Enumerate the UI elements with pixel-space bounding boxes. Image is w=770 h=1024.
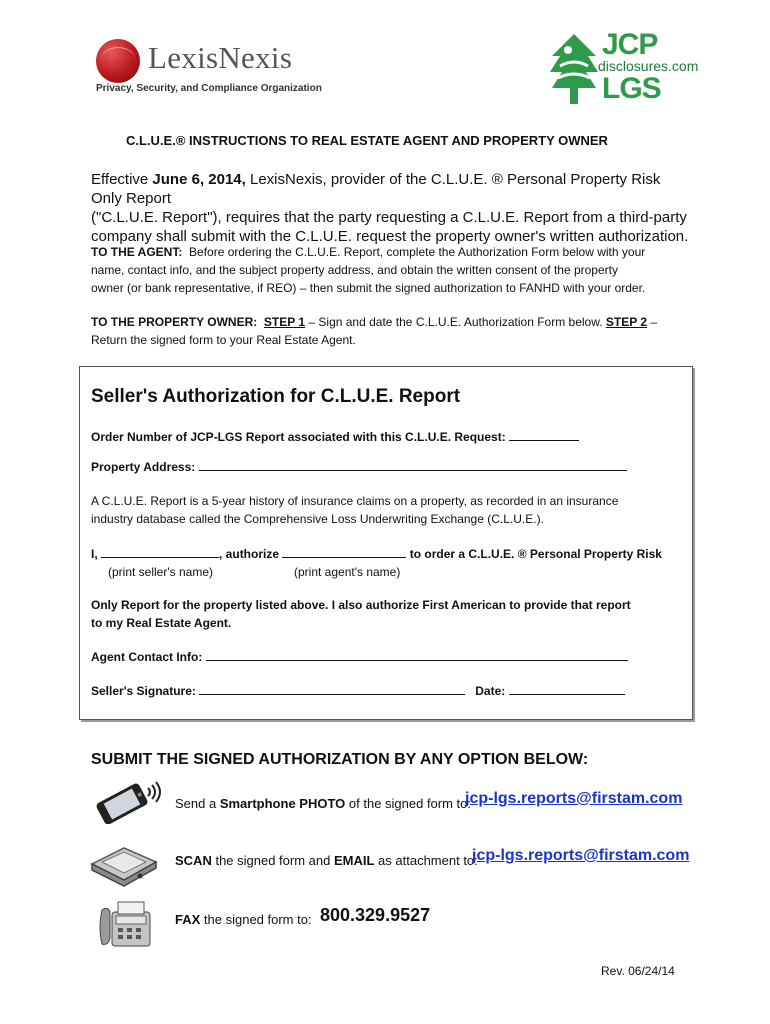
i-label: I, [91, 547, 98, 561]
effective-paragraph [91, 170, 691, 246]
agent-contact-row [91, 648, 628, 666]
scan-post: as attachment to: [374, 853, 478, 868]
owner-mid: – Sign and date the C.L.U.E. Authorization Form below. [305, 315, 606, 329]
signature-label: Seller's Signature: [91, 684, 196, 698]
order-number-row [91, 428, 579, 446]
jcp-lgs-logo [548, 28, 699, 110]
submit-heading: SUBMIT THE SIGNED AUTHORIZATION BY ANY OPTION BELOW: [91, 751, 589, 768]
property-address-row [91, 458, 627, 476]
authorize-label: , authorize [219, 547, 280, 561]
lexisnexis-wordmark: LexisNexis [148, 40, 293, 75]
signature-field[interactable] [199, 682, 465, 695]
agent-name-hint: (print agent's name) [294, 565, 401, 579]
date-field[interactable] [509, 682, 625, 695]
instructions-title: C.L.U.E.® INSTRUCTIONS TO REAL ESTATE AGENT AND PROPERTY OWNER [126, 133, 608, 148]
email-bold: EMAIL [333, 853, 375, 868]
agent-contact-label: Agent Contact Info: [91, 650, 203, 664]
agent-name-field[interactable] [282, 545, 406, 558]
property-address-field[interactable] [199, 458, 627, 471]
description-line1: A C.L.U.E. Report is a 5-year history of insurance claims on a property, as recorded in an insurance [91, 494, 619, 508]
owner-instructions [91, 313, 691, 349]
lexisnexis-tagline: Privacy, Security, and Compliance Organization [96, 83, 322, 94]
step1-label: STEP 1 [263, 315, 306, 329]
effective-date: June 6, 2014, [152, 171, 246, 188]
agent-line3: owner (or bank representative, if REO) – then submit the signed authorization to FANHD with your order. [91, 281, 646, 295]
agent-contact-field[interactable] [206, 648, 628, 661]
scan-bold: SCAN [175, 853, 212, 868]
scanner-icon [88, 838, 160, 888]
step2-label: STEP 2 [605, 315, 648, 329]
order-number-field[interactable] [509, 428, 579, 441]
signature-row [91, 682, 625, 700]
clue-description [91, 492, 691, 528]
disclosures-text: disclosures.com [598, 58, 699, 74]
lexisnexis-globe-icon [96, 39, 140, 83]
effective-line2: ("C.L.U.E. Report"), requires that the party requesting a C.L.U.E. Report from a third-party [91, 209, 687, 226]
owner-end: – [647, 315, 658, 329]
fax-instruction [175, 910, 312, 929]
property-address-label: Property Address: [91, 460, 196, 474]
only-report-text [91, 596, 691, 632]
smartphone-icon [92, 780, 164, 824]
effective-line3: company shall submit with the C.L.U.E. request the property owner's written authorization. [91, 228, 689, 245]
owner-line2: Return the signed form to your Real Estate Agent. [91, 333, 356, 347]
scan-mid: the signed form and [211, 853, 334, 868]
agent-line2: name, contact info, and the subject property address, and obtain the written consent of the property [91, 263, 618, 277]
revision-date: Rev. 06/24/14 [601, 964, 675, 978]
authorize-row [91, 545, 662, 563]
fax-number: 800.329.9527 [320, 905, 431, 925]
effective-line1: LexisNexis, provider of the C.L.U.E. ® Personal Property Risk Only Report [91, 171, 661, 207]
phone-bold: Smartphone PHOTO [219, 796, 346, 811]
description-line2: industry database called the Comprehensive Loss Underwriting Exchange (C.L.U.E.). [91, 512, 544, 526]
phone-post: of the signed form to: [345, 796, 472, 811]
lexisnexis-logo [96, 34, 326, 98]
order-number-label: Order Number of JCP-LGS Report associated with this C.L.U.E. Request: [91, 430, 506, 444]
lgs-text: LGS [602, 72, 661, 105]
agent-instructions [91, 243, 691, 297]
jcp-text: JCP [602, 28, 658, 61]
scan-email-link[interactable]: jcp-lgs.reports@firstam.com [472, 847, 690, 864]
fax-icon [94, 898, 154, 950]
seller-name-hint: (print seller's name) [108, 565, 213, 579]
phone-pre: Send a [175, 796, 220, 811]
seller-name-field[interactable] [101, 545, 219, 558]
scan-instruction [175, 851, 478, 870]
agent-line1: Before ordering the C.L.U.E. Report, complete the Authorization Form below with your [182, 245, 646, 259]
only-report-line1: Only Report for the property listed above. I also authorize First American to provide that report [91, 598, 631, 612]
seller-authorization-form [79, 366, 693, 720]
jcp-leaf-icon [548, 32, 600, 106]
fax-post: the signed form to: [200, 912, 312, 927]
phone-email-link[interactable]: jcp-lgs.reports@firstam.com [465, 790, 683, 807]
effective-prefix: Effective [91, 171, 153, 188]
owner-label: TO THE PROPERTY OWNER: [91, 315, 258, 329]
fax-bold: FAX [175, 912, 201, 927]
only-report-line2: to my Real Estate Agent. [91, 616, 232, 630]
order-clue-text: to order a C.L.U.E. ® Personal Property Risk [409, 547, 662, 561]
date-label: Date: [475, 684, 506, 698]
phone-instruction [175, 794, 471, 813]
form-title: Seller's Authorization for C.L.U.E. Report [91, 386, 461, 407]
agent-label: TO THE AGENT: [91, 245, 183, 259]
